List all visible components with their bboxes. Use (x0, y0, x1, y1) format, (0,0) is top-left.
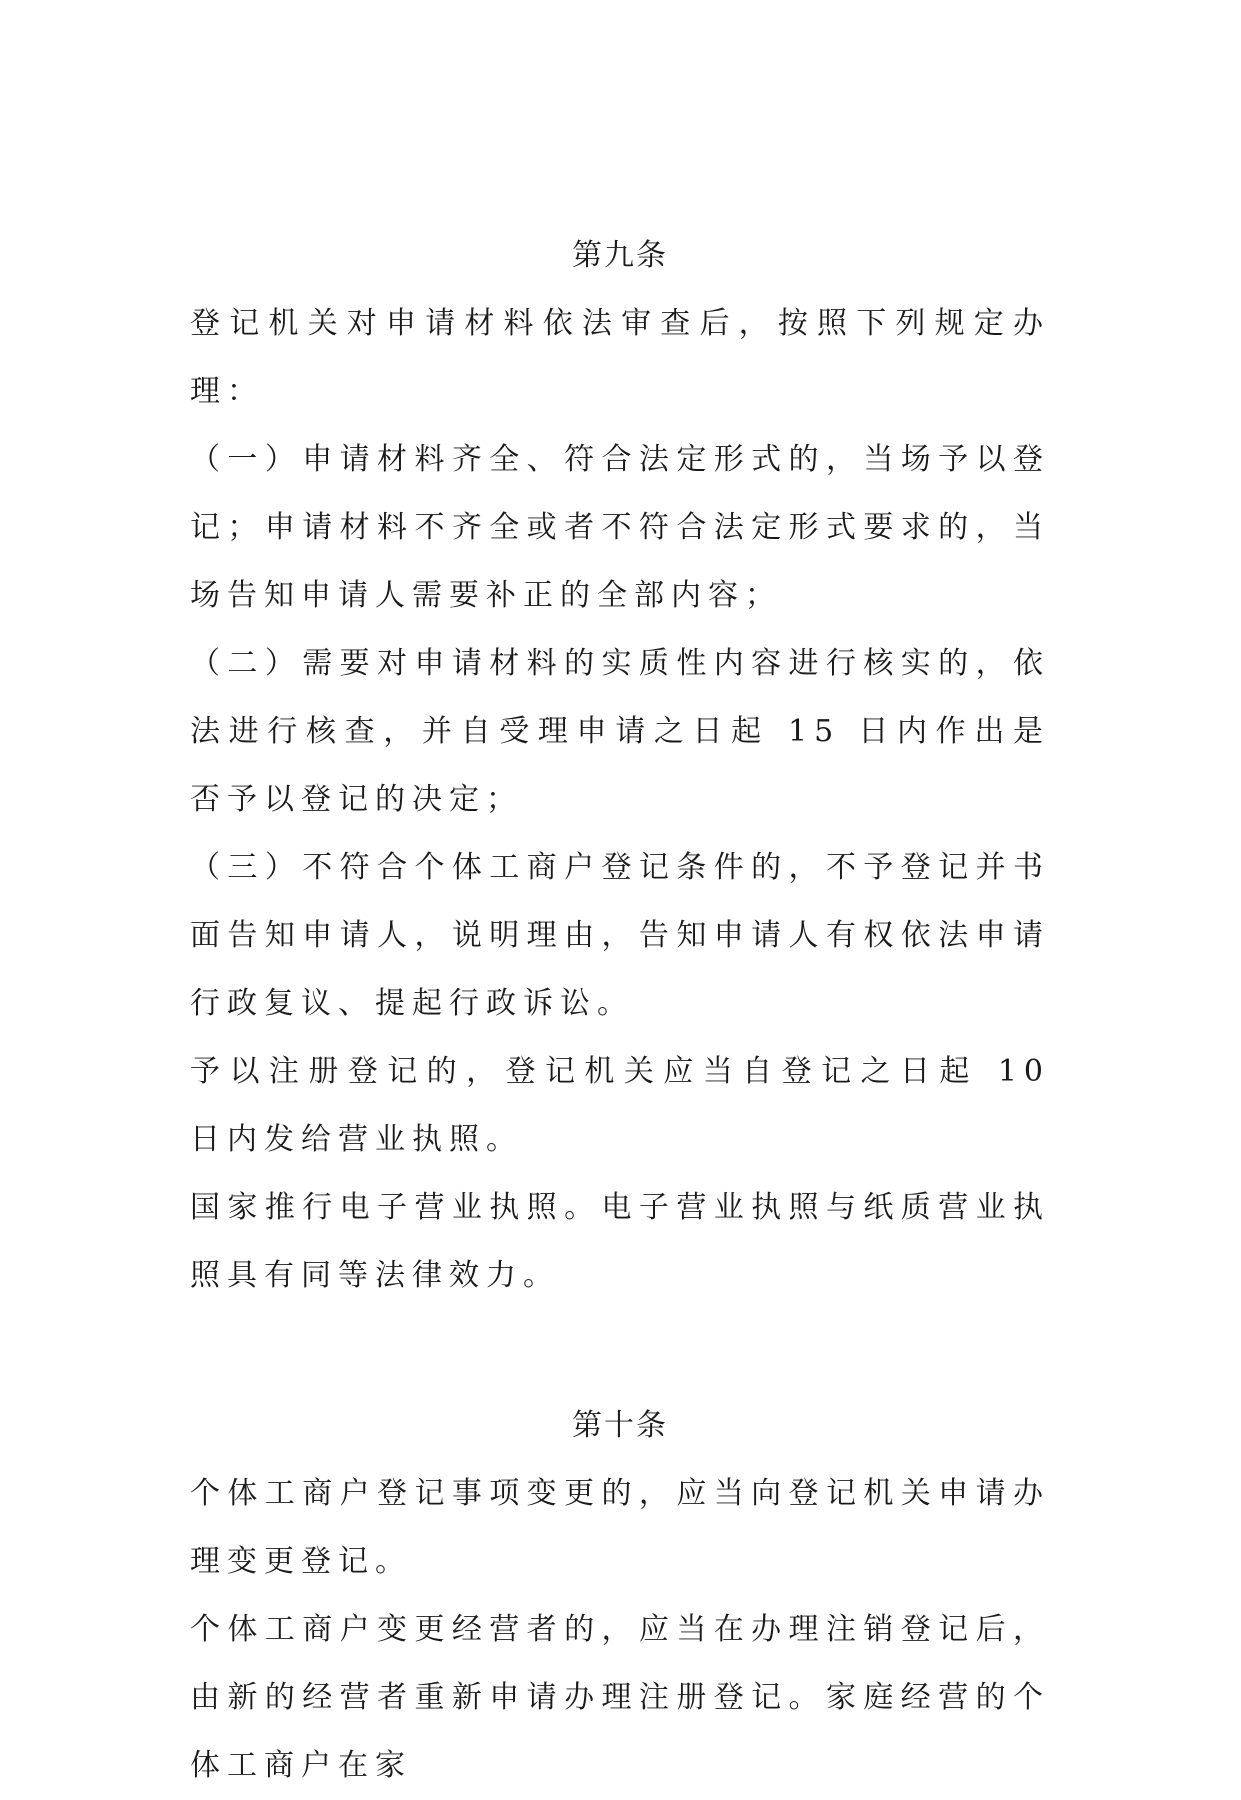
article-9-paragraph-4: （三）不符合个体工商户登记条件的，不予登记并书面告知申请人，说明理由，告知申请人有权依法申请行政复议、提起行政诉讼。 (190, 850, 1050, 1021)
article-9-paragraph-5: 予以注册登记的，登记机关应当自登记之日起 10 日内发给营业执照。 (190, 1054, 1050, 1157)
article-spacer (190, 1310, 1050, 1392)
article-9-paragraph-6: 国家推行电子营业执照。电子营业执照与纸质营业执照具有同等法律效力。 (190, 1190, 1050, 1293)
article-10 (190, 1392, 1050, 1800)
article-10-title: 第十条 (572, 1408, 668, 1443)
article-9-paragraph-2: （一）申请材料齐全、符合法定形式的，当场予以登记；申请材料不齐全或者不符合法定形式要求的，当场告知申请人需要补正的全部内容； (190, 442, 1050, 613)
article-9-paragraph-3: （二）需要对申请材料的实质性内容进行核实的，依法进行核查，并自受理申请之日起 15 日内作出是否予以登记的决定； (190, 646, 1050, 817)
article-9 (190, 222, 1050, 1310)
document-body (190, 222, 1050, 1800)
article-10-paragraph-1: 个体工商户登记事项变更的，应当向登记机关申请办理变更登记。 (190, 1476, 1050, 1579)
article-9-paragraph-1: 登记机关对申请材料依法审查后，按照下列规定办理： (190, 306, 1050, 409)
article-10-paragraph-2: 个体工商户变更经营者的，应当在办理注销登记后，由新的经营者重新申请办理注册登记。家庭经营的个体工商户在家 (190, 1612, 1050, 1783)
article-9-title: 第九条 (572, 238, 668, 273)
